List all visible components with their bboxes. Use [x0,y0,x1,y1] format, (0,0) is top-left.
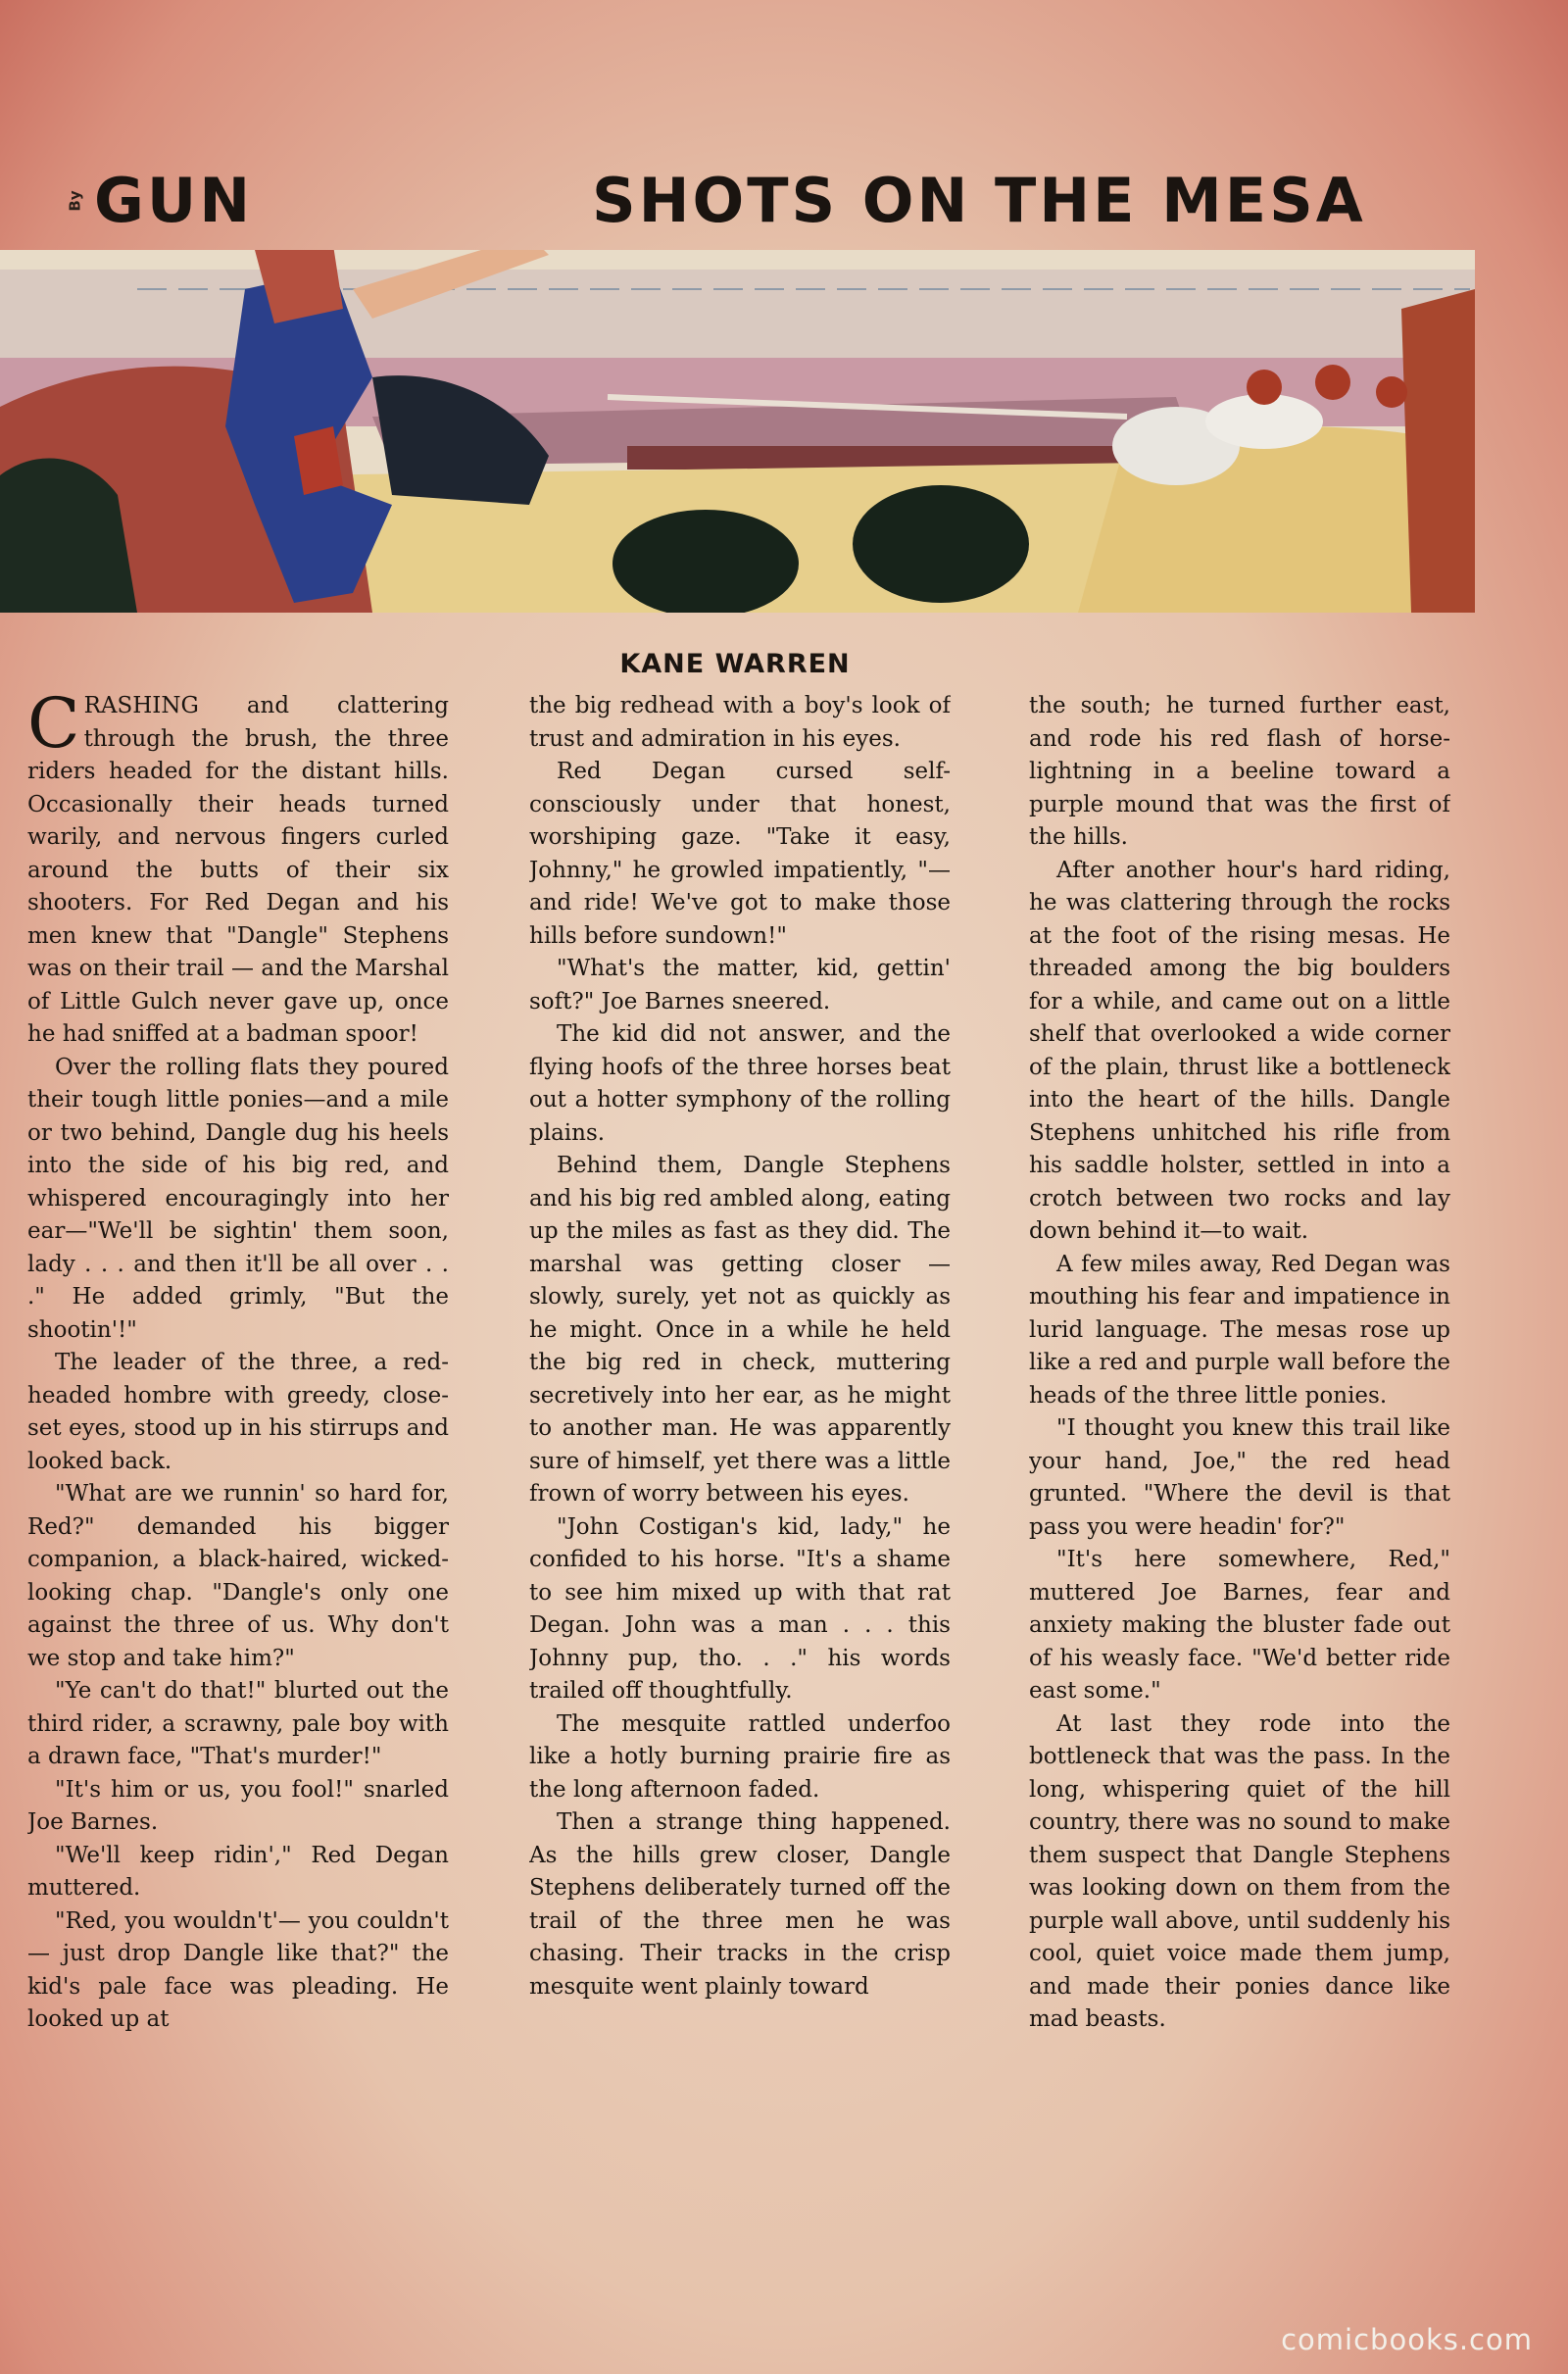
story-paragraph: "What are we runnin' so hard for, Red?" demanded his bigger companion, a black-haired, wicked-looking chap. "Dangle's only one against the three of us. Why don't we stop and take him?" [27,1481,449,1671]
drop-cap-letter: C [27,690,80,764]
story-paragraph: The mesquite rattled underfoo like a hotly burning prairie fire as the long afternoon faded. [529,1710,951,1803]
story-column-1 [27,690,449,2288]
story-paragraph: CRASHING and clattering through the brush, the three riders headed for the distant hills. Occasionally their heads turned warily, and nervous fingers curled around the butts of their six shooters. For Red Degan and his men knew that "Dangle" Stephens was on their trail — and the Marshal of Little Gulch never gave up, once he had sniffed at a badman spoor! [27,690,449,1047]
story-paragraph: the big redhead with a boy's look of trust and admiration in his eyes. [529,693,951,752]
story-paragraph: "I thought you knew this trail like your hand, Joe," the red head grunted. "Where the devil is that pass you were headin' for?" [1029,1415,1450,1540]
story-paragraph: the south; he turned further east, and rode his red flash of horse-lightning in a beeline toward a purple mound that was the first of the hills. [1029,693,1450,850]
story-paragraph: "What's the matter, kid, gettin' soft?" Joe Barnes sneered. [529,956,951,1014]
story-title-word-1: GUN [94,165,254,236]
story-paragraph: Behind them, Dangle Stephens and his big red ambled along, eating up the miles as fast as they did. The marshal was getting closer — slowly, surely, yet not as quickly as he might. Once in a while he held the big red in check, muttering secretively into her ear, as he might to another man. He was apparently sure of himself, yet there was a little frown of worry between his eyes. [529,1153,951,1507]
story-paragraph: After another hour's hard riding, he was clattering through the rocks at the foot of the rising mesas. He threaded among the big boulders for a while, and came out on a little shelf that overlooked a wide corner of the plain, thrust like a bottleneck into the heart of the hills. Dangle Stephens unhitched his rifle from his saddle holster, settled in into a crotch between two rocks and lay down behind it—to wait. [1029,857,1450,1244]
story-paragraph: "Red, you wouldn't'— you couldn't — just drop Dangle like that?" the kid's pale face was pleading. He looked up at [27,1907,449,2032]
title-prefix: By [66,190,84,212]
story-title-word-2: SHOTS ON THE MESA [592,165,1366,236]
story-paragraph: Then a strange thing happened. As the hills grew closer, Dangle Stephens deliberately turned off the trail of the three men he was chasing. Their tracks in the crisp mesquite went plainly toward [529,1809,951,2000]
watermark-text: comicbooks.com [1281,2323,1533,2356]
story-paragraph: Red Degan cursed self-consciously under that honest, worshiping gaze. "Take it easy, Johnny," he growled impatiently, "—and ride! We've got to make those hills before sundown!" [529,759,951,949]
story-column-3 [1029,690,1450,2288]
story-paragraph: At last they rode into the bottleneck that was the pass. In the long, whispering quiet of the hill country, there was no sound to make them suspect that Dangle Stephens was looking down on them from the purple wall above, until suddenly his cool, quiet voice made them jump, and made their ponies dance like mad beasts. [1029,1710,1450,2032]
story-paragraph: Over the rolling flats they poured their tough little ponies—and a mile or two behind, Dangle dug his heels into the side of his big red, and whispered encouragingly into her ear—"We'll be sightin' them soon, lady . . . and then it'll be all over . . ." He added grimly, "But the shootin'!" [27,1054,449,1343]
story-paragraph: "Ye can't do that!" blurted out the third rider, a scrawny, pale boy with a drawn face, "That's murder!" [27,1678,449,1769]
cowboy-illustration [0,250,1475,613]
story-paragraph: "It's here somewhere, Red," muttered Joe Barnes, fear and anxiety making the bluster fade out of his weasly face. "We'd better ride east some." [1029,1547,1450,1704]
story-paragraph: The kid did not answer, and the flying hoofs of the three horses beat out a hotter symphony of the rolling plains. [529,1021,951,1146]
story-paragraph: "We'll keep ridin'," Red Degan muttered. [27,1842,449,1901]
story-paragraph: The leader of the three, a red-headed hombre with greedy, close-set eyes, stood up in his stirrups and looked back. [27,1350,449,1474]
story-paragraph: "John Costigan's kid, lady," he confided to his horse. "It's a shame to see him mixed up with that rat Degan. John was a man . . . this Johnny pup, tho. . ." his words trailed off thoughtfully. [529,1513,951,1704]
story-paragraph: "It's him or us, you fool!" snarled Joe Barnes. [27,1776,449,1835]
story-column-2 [529,690,951,2288]
byline-author: KANE WARREN [619,649,851,679]
story-paragraph: A few miles away, Red Degan was mouthing his fear and impatience in lurid language. The mesas rose up like a red and purple wall before the heads of the three little ponies. [1029,1251,1450,1409]
